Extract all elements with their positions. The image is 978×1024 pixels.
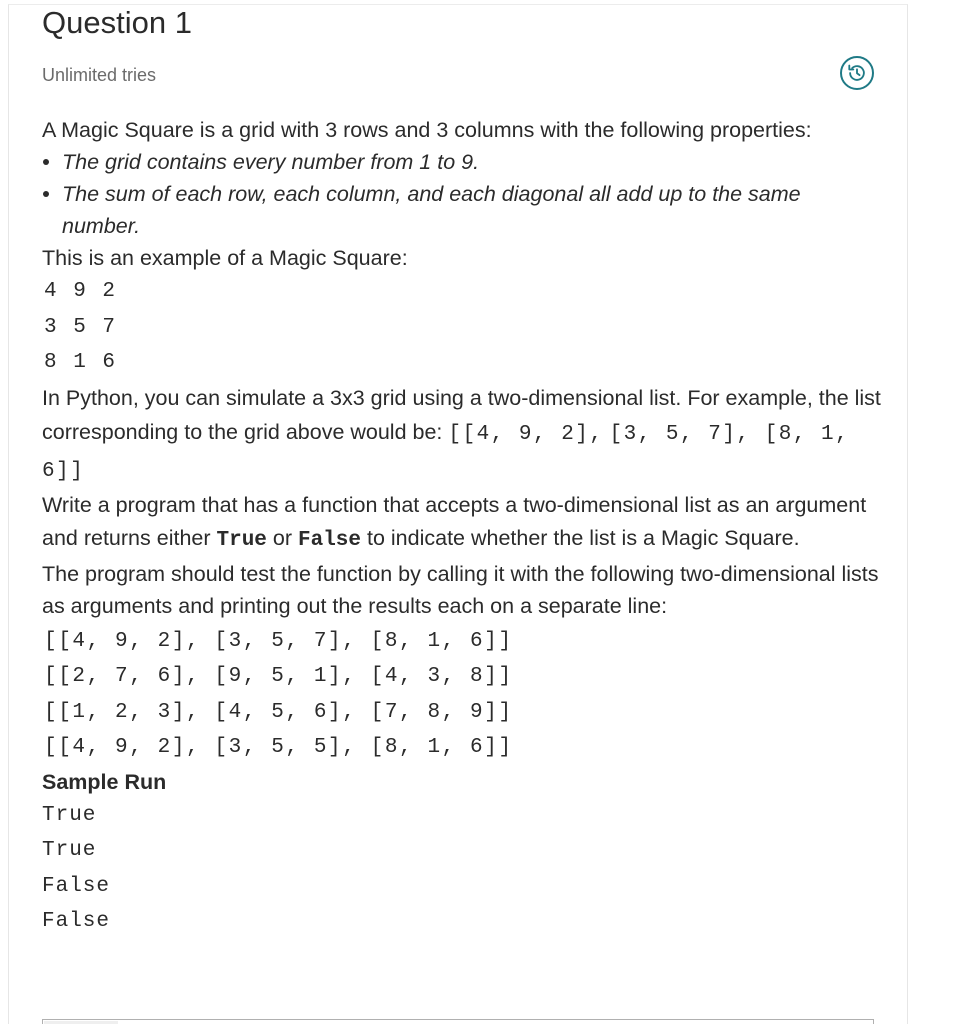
python-paragraph xyxy=(42,381,882,489)
property-item: The grid contains every number from 1 to 9. xyxy=(42,146,882,178)
task-text-1: Write a program that has a function that accepts a two-dimensional list as an argument and returns either xyxy=(42,492,867,550)
test-list: [[1, 2, 3], [4, 5, 6], [7, 8, 9]] xyxy=(44,700,513,724)
task-text-2: to indicate whether the list is a Magic Square. xyxy=(361,526,800,550)
example-intro: This is an example of a Magic Square: xyxy=(42,246,408,270)
sample-output-line: False xyxy=(42,910,111,933)
question-content xyxy=(42,114,882,940)
task-paragraph xyxy=(42,489,882,558)
history-icon xyxy=(846,62,868,84)
sample-output-line: False xyxy=(42,874,111,898)
sample-output-line: True xyxy=(42,839,97,862)
test-list: [[2, 7, 6], [9, 5, 1], [4, 3, 8]] xyxy=(44,665,513,688)
test-paragraph: The program should test the function by calling it with the following two-dimensional lists as arguments and printing out the results each on a separate line: xyxy=(42,561,879,618)
history-button[interactable] xyxy=(840,56,874,90)
grid-row: 4 9 2 xyxy=(44,280,118,303)
intro-text: A Magic Square is a grid with 3 rows and 3 columns with the following properties: xyxy=(42,118,812,142)
sample-run-heading: Sample Run xyxy=(42,769,167,794)
answer-editor[interactable] xyxy=(42,1019,874,1024)
grid-row: 8 1 6 xyxy=(44,351,118,374)
properties-list xyxy=(42,146,882,242)
test-list: [[4, 9, 2], [3, 5, 5], [8, 1, 6]] xyxy=(44,736,513,759)
python-list-code-1: [[4, 9, 2], xyxy=(448,422,604,446)
sample-output-line: True xyxy=(42,803,97,827)
tries-label: Unlimited tries xyxy=(42,65,157,85)
property-item: The sum of each row, each column, and each diagonal all add up to the same number. xyxy=(42,178,882,242)
question-title: Question 1 xyxy=(42,5,192,40)
python-text: In Python, you can simulate a 3x3 grid using a two-dimensional list. For example, the list corresponding to the grid above would be: xyxy=(42,385,881,444)
python-list-code-2: [3, 5, 7], [8, 1, 6]] xyxy=(42,422,850,483)
task-or: or xyxy=(266,526,298,550)
false-keyword: False xyxy=(298,529,362,552)
grid-row: 3 5 7 xyxy=(44,315,118,339)
true-keyword: True xyxy=(216,529,267,552)
test-list: [[4, 9, 2], [3, 5, 7], [8, 1, 6]] xyxy=(44,629,513,653)
